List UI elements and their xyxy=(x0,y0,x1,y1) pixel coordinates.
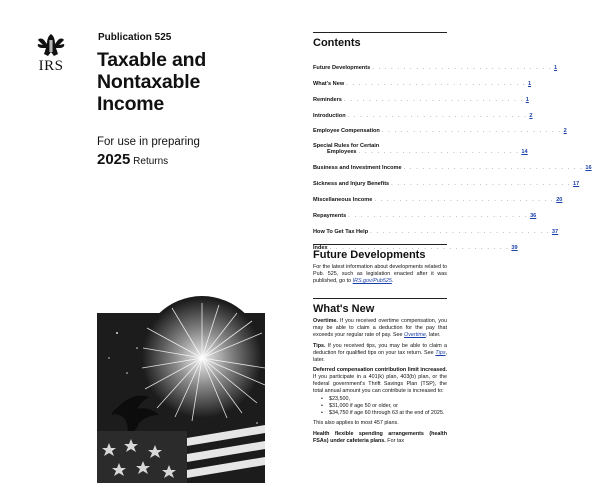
use-line: For use in preparing xyxy=(97,136,200,148)
toc-label: Business and Investment Income xyxy=(313,165,402,172)
pub525-link[interactable]: IRS.gov/Pub525 xyxy=(352,277,392,284)
publication-number: Publication 525 xyxy=(98,32,172,43)
toc-item[interactable]: Index . . . . . . . . . . . . . . . . . . . . . . . . . . . . . 39 xyxy=(313,244,518,251)
toc-page-link[interactable]: 37 xyxy=(551,228,559,235)
title-line: Income xyxy=(97,93,165,115)
future-developments-text: For the latest information about developments related to Pub. 525, such as legislation enacted after it was published, go to IRS.gov/Pub525. xyxy=(313,264,447,284)
toc-item[interactable]: What's New . . . . . . . . . . . . . . . . . . . . . . . . . . . . . 1 xyxy=(313,80,532,87)
toc-item[interactable]: Miscellaneous Income . . . . . . . . . . . . . . . . . . . . . . . . . . . . . 20 xyxy=(313,197,563,204)
toc-item[interactable]: Future Developments . . . . . . . . . . . . . . . . . . . . . . . . . . . . . 1 xyxy=(313,64,558,71)
toc-label: Future Developments xyxy=(313,64,371,71)
contents-heading: Contents xyxy=(313,37,361,49)
toc-label: Miscellaneous Income xyxy=(313,197,373,204)
title-line: Nontaxable xyxy=(97,71,201,93)
future-developments-section xyxy=(313,244,447,285)
divider xyxy=(313,298,447,299)
toc-page-link[interactable]: 39 xyxy=(511,244,518,251)
title-line: Taxable and xyxy=(97,49,207,71)
toc-label: Sickness and Injury Benefits xyxy=(313,181,390,188)
tips-link[interactable]: Tips xyxy=(435,349,446,356)
year: 2025 xyxy=(97,151,131,168)
toc-label-continued: Employees xyxy=(327,149,357,156)
list-item: • $23,500, xyxy=(313,396,447,403)
toc-page-link[interactable]: 36 xyxy=(530,213,537,220)
tax-year xyxy=(97,151,168,168)
divider xyxy=(313,32,447,33)
page-title xyxy=(97,49,297,115)
toc-page-link[interactable]: 1 xyxy=(525,96,529,103)
toc-item[interactable]: Introduction . . . . . . . . . . . . . . . . . . . . . . . . . . . . . 2 xyxy=(313,112,533,119)
toc-page-link[interactable]: 17 xyxy=(572,181,580,188)
overtime-link[interactable]: Overtime xyxy=(404,331,426,338)
eagle-icon xyxy=(34,32,68,60)
year-suffix: Returns xyxy=(133,156,169,167)
toc-item[interactable]: Special Rules for Certain Employees . . . . . . . . . . . . . . . . . . . . . . . . . . 14 xyxy=(313,143,528,156)
toc-page-link[interactable]: 1 xyxy=(554,64,558,71)
irs-logo xyxy=(34,32,68,75)
toc-label: Repayments xyxy=(313,213,347,220)
table-of-contents xyxy=(313,55,592,251)
toc-label: Index xyxy=(313,244,328,251)
toc-label: Reminders xyxy=(313,96,342,103)
overtime-paragraph: Overtime. If you received overtime compensation, you may be able to claim a deduction for the pay that exceeds your regular rate of pay. See Overtime, later. xyxy=(313,318,447,338)
toc-label: Special Rules for Certain xyxy=(313,143,380,150)
logo-text: IRS xyxy=(38,58,64,74)
deferred-compensation-paragraph: Deferred compensation contribution limit increased. If you participate in a 401(k) plan, 403(b) plan, or the federal government's Thrift Savings Plan (TSP), the total annual amount you can contribute is increased to: xyxy=(313,367,447,395)
toc-label: What's New xyxy=(313,80,345,87)
toc-label: Employee Compensation xyxy=(313,128,380,135)
toc-page-link[interactable]: 1 xyxy=(527,80,532,87)
toc-item[interactable]: Repayments . . . . . . . . . . . . . . . . . . . . . . . . . . . . . 36 xyxy=(313,213,537,220)
future-developments-heading: Future Developments xyxy=(313,249,426,261)
toc-page-link[interactable]: 20 xyxy=(556,197,563,204)
toc-item[interactable]: Reminders . . . . . . . . . . . . . . . . . . . . . . . . . . . . . 1 xyxy=(313,96,529,103)
toc-item[interactable]: Business and Investment Income . . . . . . . . . . . . . . . . . . . . . . . . . . . . . 16 xyxy=(313,165,592,172)
contribution-limits-list xyxy=(313,396,447,416)
tips-paragraph: Tips. If you received tips, you may be able to claim a deduction for qualified tips on your tax return. See Tips, later. xyxy=(313,342,448,363)
health-fsa-paragraph: Health flexible spending arrangements (health FSAs) under cafeteria plans. For tax xyxy=(313,431,447,445)
toc-page-link[interactable]: 2 xyxy=(529,112,533,119)
toc-page-link[interactable]: 2 xyxy=(563,128,567,135)
list-item: • $31,000 if age 50 or older, or xyxy=(313,403,447,410)
contents-heading-block xyxy=(313,32,447,49)
divider xyxy=(313,244,447,245)
cover-illustration xyxy=(97,313,265,483)
toc-label: Introduction xyxy=(313,112,346,119)
whats-new-heading: What's New xyxy=(313,303,375,315)
toc-item[interactable]: Employee Compensation . . . . . . . . . . . . . . . . . . . . . . . . . . . . . 2 xyxy=(313,128,567,135)
toc-item[interactable]: How To Get Tax Help . . . . . . . . . . . . . . . . . . . . . . . . . . . . . 37 xyxy=(313,228,559,235)
toc-item[interactable]: Sickness and Injury Benefits . . . . . . . . . . . . . . . . . . . . . . . . . . . . . 17 xyxy=(313,181,580,188)
457-plans-note: This also applies to most 457 plans. xyxy=(313,420,399,427)
list-item: • $34,750 if age 60 through 63 at the end of 2025. xyxy=(313,410,447,417)
toc-page-link[interactable]: 16 xyxy=(585,165,592,172)
whats-new-section xyxy=(313,298,447,445)
toc-page-link[interactable]: 14 xyxy=(521,149,528,156)
toc-label: How To Get Tax Help xyxy=(313,228,369,235)
